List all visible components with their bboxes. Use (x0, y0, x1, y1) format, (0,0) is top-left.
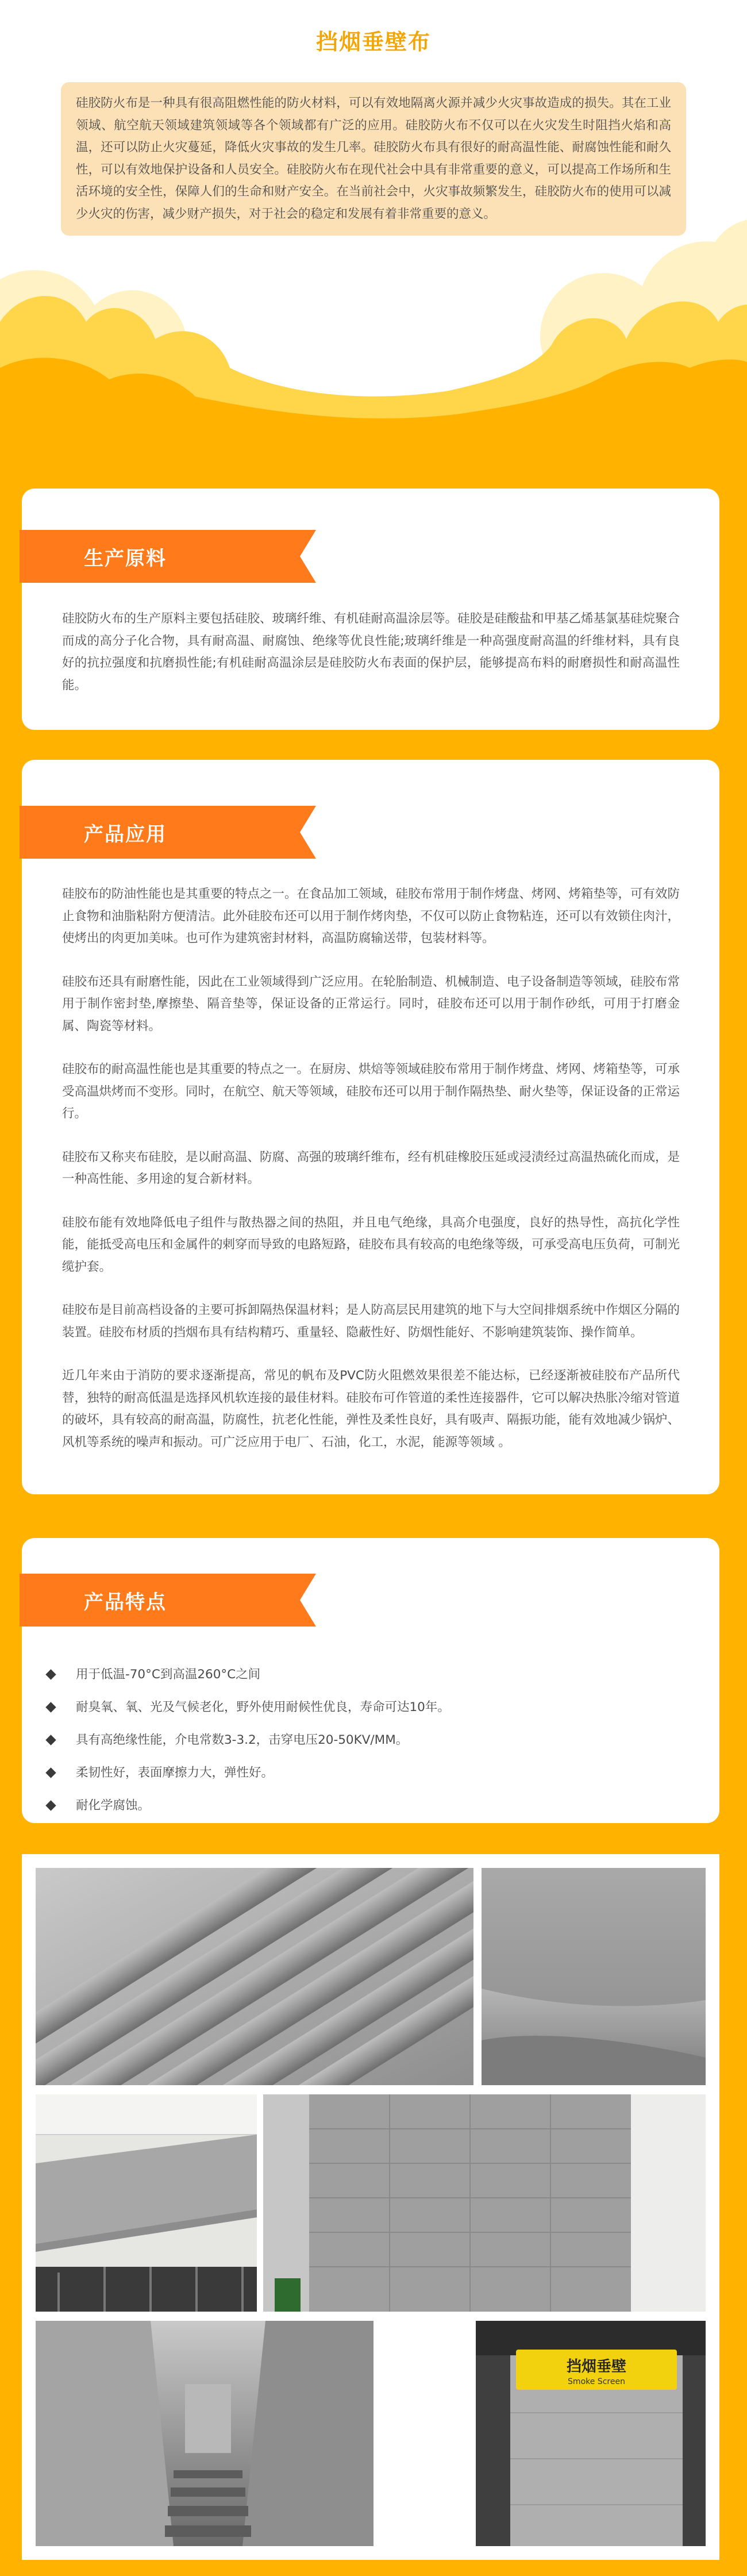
installed-smoke-curtain-photo (36, 2094, 257, 2312)
feature-item (46, 1789, 450, 1822)
feature-item (46, 1691, 450, 1724)
materials-text: 硅胶防火布的生产原料主要包括硅胶、玻璃纤维、有机硅耐高温涂层等。硅胶是硅酸盐和甲基乙烯基氯基硅烷聚合而成的高分子化合物，具有耐高温、耐腐蚀、绝缘等优良性能;玻璃纤维是一种高强度耐高温的纤维材料，具有良好的抗拉强度和抗磨损性能;有机硅耐高温涂层是硅胶防火布表面的保护层，能够提高布料的耐磨损性和耐高温性能。 (62, 612, 680, 693)
applications-paragraph: 近几年来由于消防的要求逐渐提高，常见的帆布及PVC防火阻燃效果很差不能达标，已经逐渐被硅胶布产品所代替，独特的耐高低温是选择风机软连接的最佳材料。硅胶布可作管道的柔性连接器件，它可以解决热胀冷缩对管道的破坏，具有较高的耐高温，防腐性，抗老化性能，弹性及柔性良好，具有吸声、隔振功能，能有效地减少锅炉、风机等系统的噪声和振动。可广泛应用于电厂、石油，化工，水泥，能源等领域 。 (62, 1368, 680, 1450)
feature-item (46, 1756, 450, 1789)
feature-text: 耐化学腐蚀。 (76, 1798, 151, 1813)
heading-ribbon-shape (20, 1574, 316, 1627)
hero-section (0, 0, 747, 448)
applications-paragraph: 硅胶布还具有耐磨性能，因此在工业领域得到广泛应用。在轮胎制造、机械制造、电子设备制造等领域，硅胶布常用于制作密封垫,摩擦垫、隔音垫等，保证设备的正常运行。同时，硅胶布还可以用于制作砂纸，可用于打磨金属、陶瓷等材料。 (62, 974, 680, 1033)
features-list (46, 1658, 450, 1822)
features-heading-banner (20, 1574, 316, 1627)
diamond-bullet-icon (45, 1735, 56, 1745)
intro-box (61, 82, 686, 236)
sign-subtext: Smoke Screen (568, 2377, 625, 2386)
gray-cloth-roll-photo (36, 1868, 473, 2085)
feature-item (46, 1724, 450, 1756)
feature-text: 耐臭氧、氧、光及气候老化，野外使用耐候性优良，寿命可达10年。 (76, 1700, 450, 1714)
applications-paragraph: 硅胶布能有效地降低电子组件与散热器之间的热阻，并且电气绝缘，具高介电强度，良好的热导性，高抗化学性能，能抵受高电压和金属件的剌穿而导致的电路短路，硅胶布具有较高的电绝缘等级，可承受高电压负荷，可制光缆护套。 (62, 1215, 680, 1274)
applications-heading-banner (20, 806, 316, 859)
materials-heading: 生产原料 (84, 547, 167, 570)
applications-paragraph: 硅胶布的耐高温性能也是其重要的特点之一。在厨房、烘焙等领域硅胶布常用于制作烤盘、烤网、烤箱垫等，可承受高温烘烤而不变形。同时，在航空、航天等领域，硅胶布还可以用于制作隔热垫、耐火垫等，保证设备的正常运行。 (62, 1062, 680, 1121)
gray-cloth-sheet-photo (482, 1868, 706, 2085)
feature-text: 用于低温-70°C到高温260°C之间 (76, 1667, 261, 1682)
applications-paragraph: 硅胶布的防油性能也是其重要的特点之一。在食品加工领域，硅胶布常用于制作烤盘、烤网、烤箱垫等，可有效防止食物和油脂粘附方便清洁。此外硅胶布还可以用于制作烤肉垫，不仅可以防止食物粘连，还可以有效锁住肉汁，使烤出的肉更加美味。也可作为建筑密封材料，高温防腐输送带，包装材料等。 (62, 887, 680, 945)
materials-card (22, 489, 719, 730)
applications-paragraph: 硅胶布又称夹布硅胶，是以耐高温、防腐、高强的玻璃纤维布，经有机硅橡胶压延或浸渍经过高温热硫化而成，是一种高性能、多用途的复合新材料。 (62, 1149, 680, 1186)
warehouse-smoke-curtain-photo (263, 2094, 706, 2312)
feature-text: 具有高绝缘性能，介电常数3-3.2，击穿电压20-50KV/MM。 (76, 1733, 409, 1747)
smoke-screen-sign-photo (476, 2321, 706, 2546)
product-photo-gallery (22, 1854, 719, 2560)
applications-heading: 产品应用 (84, 823, 167, 846)
applications-paragraph: 硅胶布是目前高档设备的主要可拆卸隔热保温材料；是人防高层民用建筑的地下与大空间排烟系统中作烟区分隔的装置。硅胶布材质的挡烟布具有结构精巧、重量轻、隐蔽性好、防烟性能好、不影响建筑装饰、操作简单。 (62, 1303, 680, 1340)
page-title: 挡烟垂壁布 (315, 29, 431, 55)
materials-body (62, 608, 680, 697)
intro-text: 硅胶防火布是一种具有很高阻燃性能的防火材料，可以有效地隔离火源并减少火灾事故造成的损失。其在工业领域、航空航天领域建筑领域等各个领域都有广泛的应用。硅胶防火布不仅可以在火灾发生时阻挡火焰和高温，还可以防止火灾蔓延，降低火灾事故的发生几率。硅胶防火布具有很好的耐高温性能、耐腐蚀性能和耐久性，可以有效地保护设备和人员安全。硅胶防火布在现代社会中具有非常重要的意义，可以提高工作场所和生活环境的安全性，保障人们的生命和财产安全。在当前社会中，火灾事故频繁发生，硅胶防火布的使用可以减少火灾的伤害，减少财产损失，对于社会的稳定和发展有着非常重要的意义。 (76, 96, 671, 221)
stairwell-smoke-curtain-photo (36, 2321, 374, 2546)
materials-heading-banner (20, 530, 316, 583)
heading-ribbon-shape (20, 530, 316, 583)
applications-body (62, 883, 680, 1454)
feature-item (46, 1658, 450, 1691)
diamond-bullet-icon (45, 1767, 56, 1778)
diamond-bullet-icon (45, 1800, 56, 1810)
applications-card (22, 760, 719, 1494)
heading-ribbon-shape (20, 806, 316, 859)
feature-text: 柔韧性好，表面摩擦力大，弹性好。 (76, 1766, 274, 1780)
diamond-bullet-icon (45, 1669, 56, 1679)
diamond-bullet-icon (45, 1702, 56, 1712)
sign-text: 挡烟垂壁 (566, 2358, 627, 2375)
features-heading: 产品特点 (84, 1591, 167, 1614)
